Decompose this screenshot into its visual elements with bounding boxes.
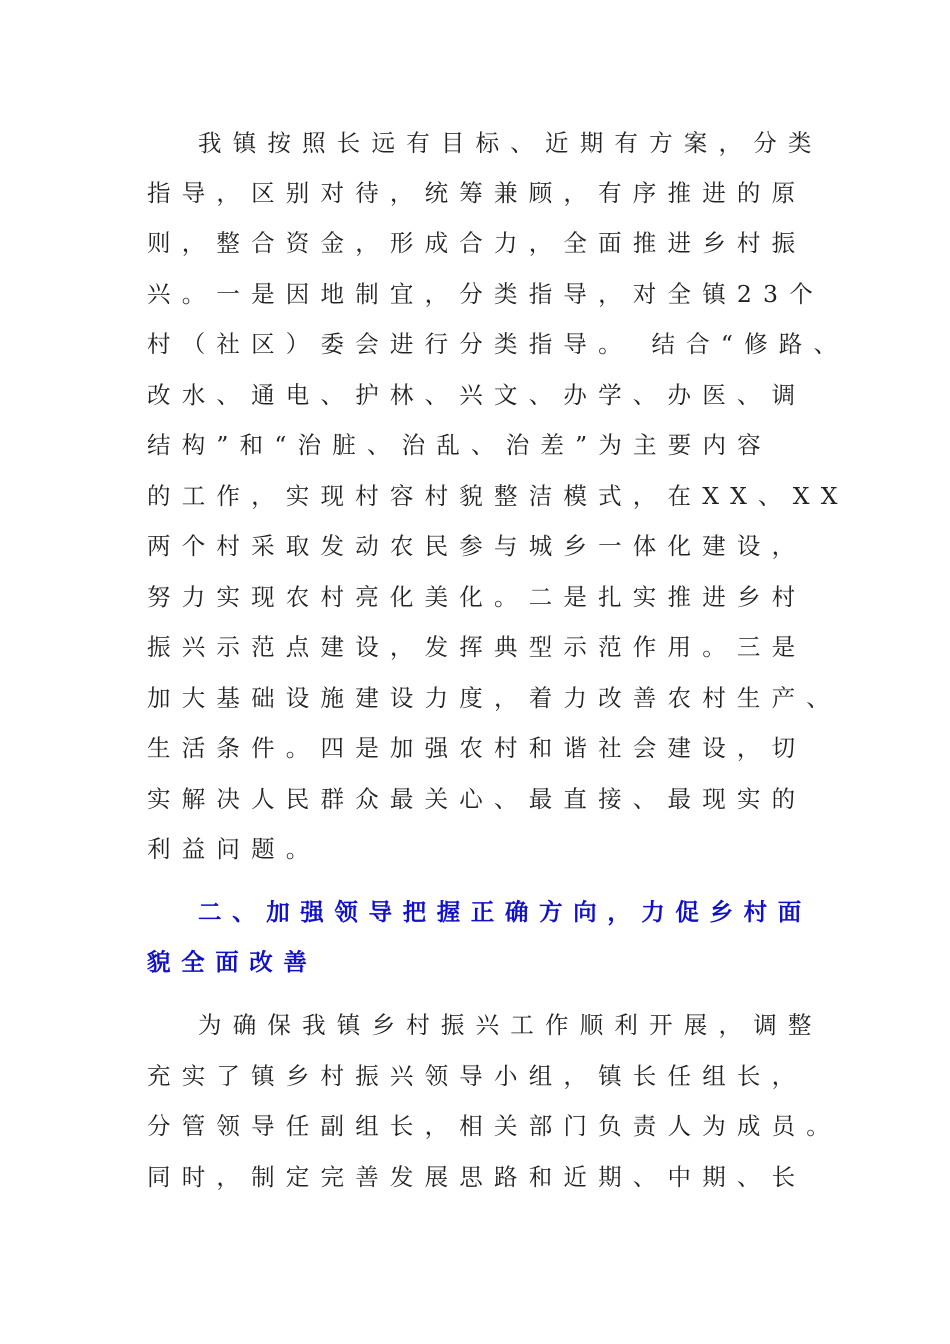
heading-line: 二、加强领导把握正确方向，力促乡村面 — [198, 898, 812, 926]
text-line: 指导，区别对待，统筹兼顾，有序推进的原 — [147, 179, 807, 207]
text-line: 努力实现农村亮化美化。二是扎实推进乡村 — [147, 583, 807, 611]
text-line: 则，整合资金，形成合力，全面推进乡村振 — [147, 229, 807, 257]
text-line: 村（社区）委会进行分类指导。 结合“修路、 — [147, 330, 849, 358]
text-line: 为确保我镇乡村振兴工作顺利开展，调整 — [198, 1011, 823, 1039]
text-line: 利益问题。 — [147, 835, 321, 863]
text-line: 分管领导任副组长，相关部门负责人为成员。 — [147, 1112, 841, 1140]
heading-line: 貌全面改善 — [147, 948, 318, 976]
text-line: 我镇按照长远有目标、近期有方案，分类 — [198, 129, 823, 157]
text-line: 加大基础设施建设力度，着力改善农村生产、 — [147, 684, 841, 712]
text-line: 结构”和“治脏、治乱、治差”为主要内容 — [147, 431, 772, 459]
text-line: 两个村采取发动农民参与城乡一体化建设， — [147, 532, 807, 560]
text-line: 生活条件。四是加强农村和谐社会建设，切 — [147, 734, 807, 762]
text-line: 充实了镇乡村振兴领导小组，镇长任组长， — [147, 1062, 807, 1090]
text-line: 改水、通电、护林、兴文、办学、办医、调 — [147, 381, 807, 409]
text-line: 实解决人民群众最关心、最直接、最现实的 — [147, 785, 807, 813]
text-line: 振兴示范点建设，发挥典型示范作用。三是 — [147, 633, 807, 661]
text-line: 兴。一是因地制宜，分类指导，对全镇23个 — [147, 280, 824, 308]
text-line: 同时，制定完善发展思路和近期、中期、长 — [147, 1163, 807, 1191]
text-line: 的工作，实现村容村貌整洁模式，在XX、XX — [147, 482, 849, 510]
